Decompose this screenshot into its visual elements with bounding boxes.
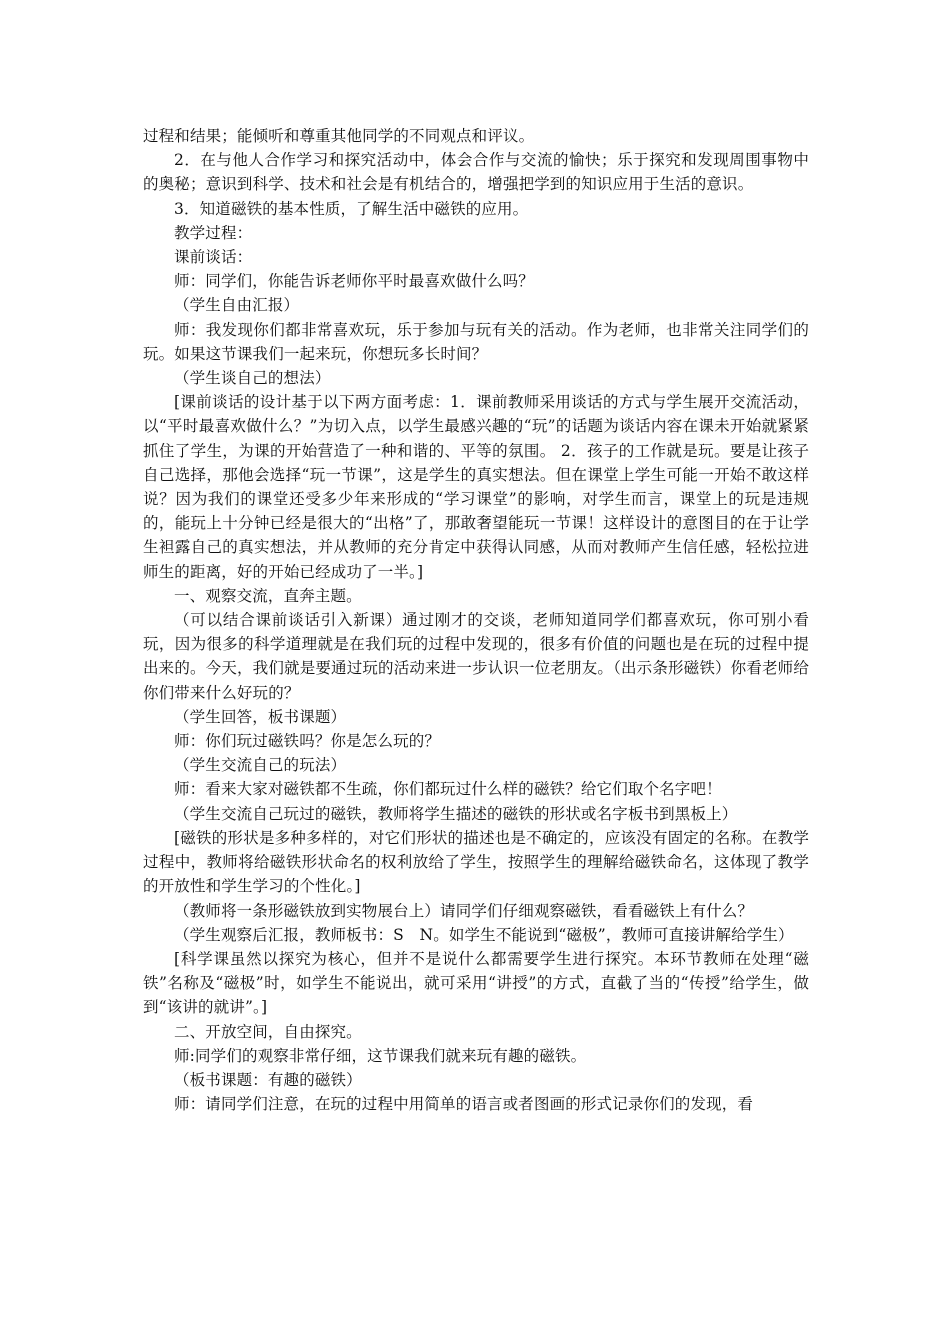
paragraph: （学生观察后汇报，教师板书：S N。如学生不能说到“磁极”，教师可直接讲解给学生） — [174, 925, 794, 944]
paragraph: 师:同学们的观察非常仔细，这节课我们就来玩有趣的磁铁。 — [174, 1046, 587, 1065]
paragraph: （可以结合课前谈话引入新课）通过刚才的交谈，老师知道同学们都喜欢玩，你可别小看玩，因为很多的科学道理就是在我们玩的过程中发现的，很多有价值的问题也是在玩的过程中提出来的。今天，我们就是要通过玩的活动来进一步认识一位老朋友。（出示条形磁铁）你看老师给你们带来什么好玩的？ — [143, 611, 809, 702]
section-label: 课前谈话： — [174, 248, 253, 267]
paragraph: （学生回答，板书课题） — [174, 707, 347, 726]
paragraph: （板书课题：有趣的磁铁） — [174, 1070, 362, 1089]
paragraph: （学生交流自己的玩法） — [174, 756, 347, 775]
paragraph: （学生交流自己玩过的磁铁，教师将学生描述的磁铁的形状或名字板书到黑板上） — [174, 804, 738, 823]
commentary-paragraph: [磁铁的形状是多种多样的，对它们形状的描述也是不确定的，应该没有固定的名称。在教学过程中，教师将给磁铁形状命名的权利放给了学生，按照学生的理解给磁铁命名，这体现了教学的开放性和学生学习的个性化。] — [143, 828, 809, 896]
paragraph: 师：我发现你们都非常喜欢玩，乐于参加与玩有关的活动。作为老师，也非常关注同学们的玩。如果这节课我们一起来玩，你想玩多长时间？ — [143, 320, 809, 363]
section-heading: 一、观察交流，直奔主题。 — [174, 586, 362, 605]
paragraph: 过程和结果；能倾听和尊重其他同学的不同观点和评议。 — [143, 127, 535, 145]
paragraph: 师：你们玩过磁铁吗？你是怎么玩的？ — [174, 732, 441, 751]
paragraph: （学生谈自己的想法） — [174, 369, 331, 388]
section-heading: 二、开放空间，自由探究。 — [174, 1022, 362, 1041]
paragraph: 师：看来大家对磁铁都不生疏，你们都玩过什么样的磁铁？给它们取个名字吧！ — [174, 780, 722, 799]
section-label: 教学过程： — [174, 223, 253, 242]
paragraph: 2．在与他人合作学习和探究活动中，体会合作与交流的愉快；乐于探究和发现周围事物中的奥秘；意识到科学、技术和社会是有机结合的，增强把学到的知识应用于生活的意识。 — [143, 151, 809, 194]
commentary-paragraph: [课前谈话的设计基于以下两方面考虑：1．课前教师采用谈话的方式与学生展开交流活动，以“平时最喜欢做什么？”为切入点，以学生最感兴趣的“玩”的话题为谈话内容在课未开始就紧紧抓住了学生，为课的开始营造了一种和谐的、平等的氛围。 2．孩子的工作就是玩。要是让孩子自己选择，那他会选择“玩一节课”，这是学生的真实想法。但在课堂上学生可能一开始不敢这样说？因为我们的课堂还受多少年来形成的“学习课堂”的影响，对学生而言，课堂上的玩是违规的，能玩上十分钟已经是很大的“出格”了，那敢奢望能玩一节课！这样设计的意图目的在于让学生袒露自己的真实想法，并从教师的充分肯定中获得认同感，从而对教师产生信任感，轻松拉进师生的距离，好的开始已经成功了一半。] — [143, 393, 809, 581]
paragraph: 师：同学们，你能告诉老师你平时最喜欢做什么吗？ — [174, 272, 534, 291]
paragraph: 师：请同学们注意，在玩的过程中用简单的语言或者图画的形式记录你们的发现，看 — [174, 1095, 754, 1114]
document-body — [143, 124, 809, 1116]
paragraph: （学生自由汇报） — [174, 296, 300, 315]
commentary-paragraph: [科学课虽然以探究为核心，但并不是说什么都需要学生进行探究。本环节教师在处理“磁铁”名称及“磁极”时，如学生不能说出，就可采用“讲授”的方式，直截了当的“传授”给学生，做到“该讲的就讲”。] — [143, 949, 809, 1017]
paragraph: （教师将一条形磁铁放到实物展台上）请同学们仔细观察磁铁，看看磁铁上有什么？ — [174, 901, 754, 920]
paragraph: 3．知道磁铁的基本性质，了解生活中磁铁的应用。 — [174, 199, 529, 218]
